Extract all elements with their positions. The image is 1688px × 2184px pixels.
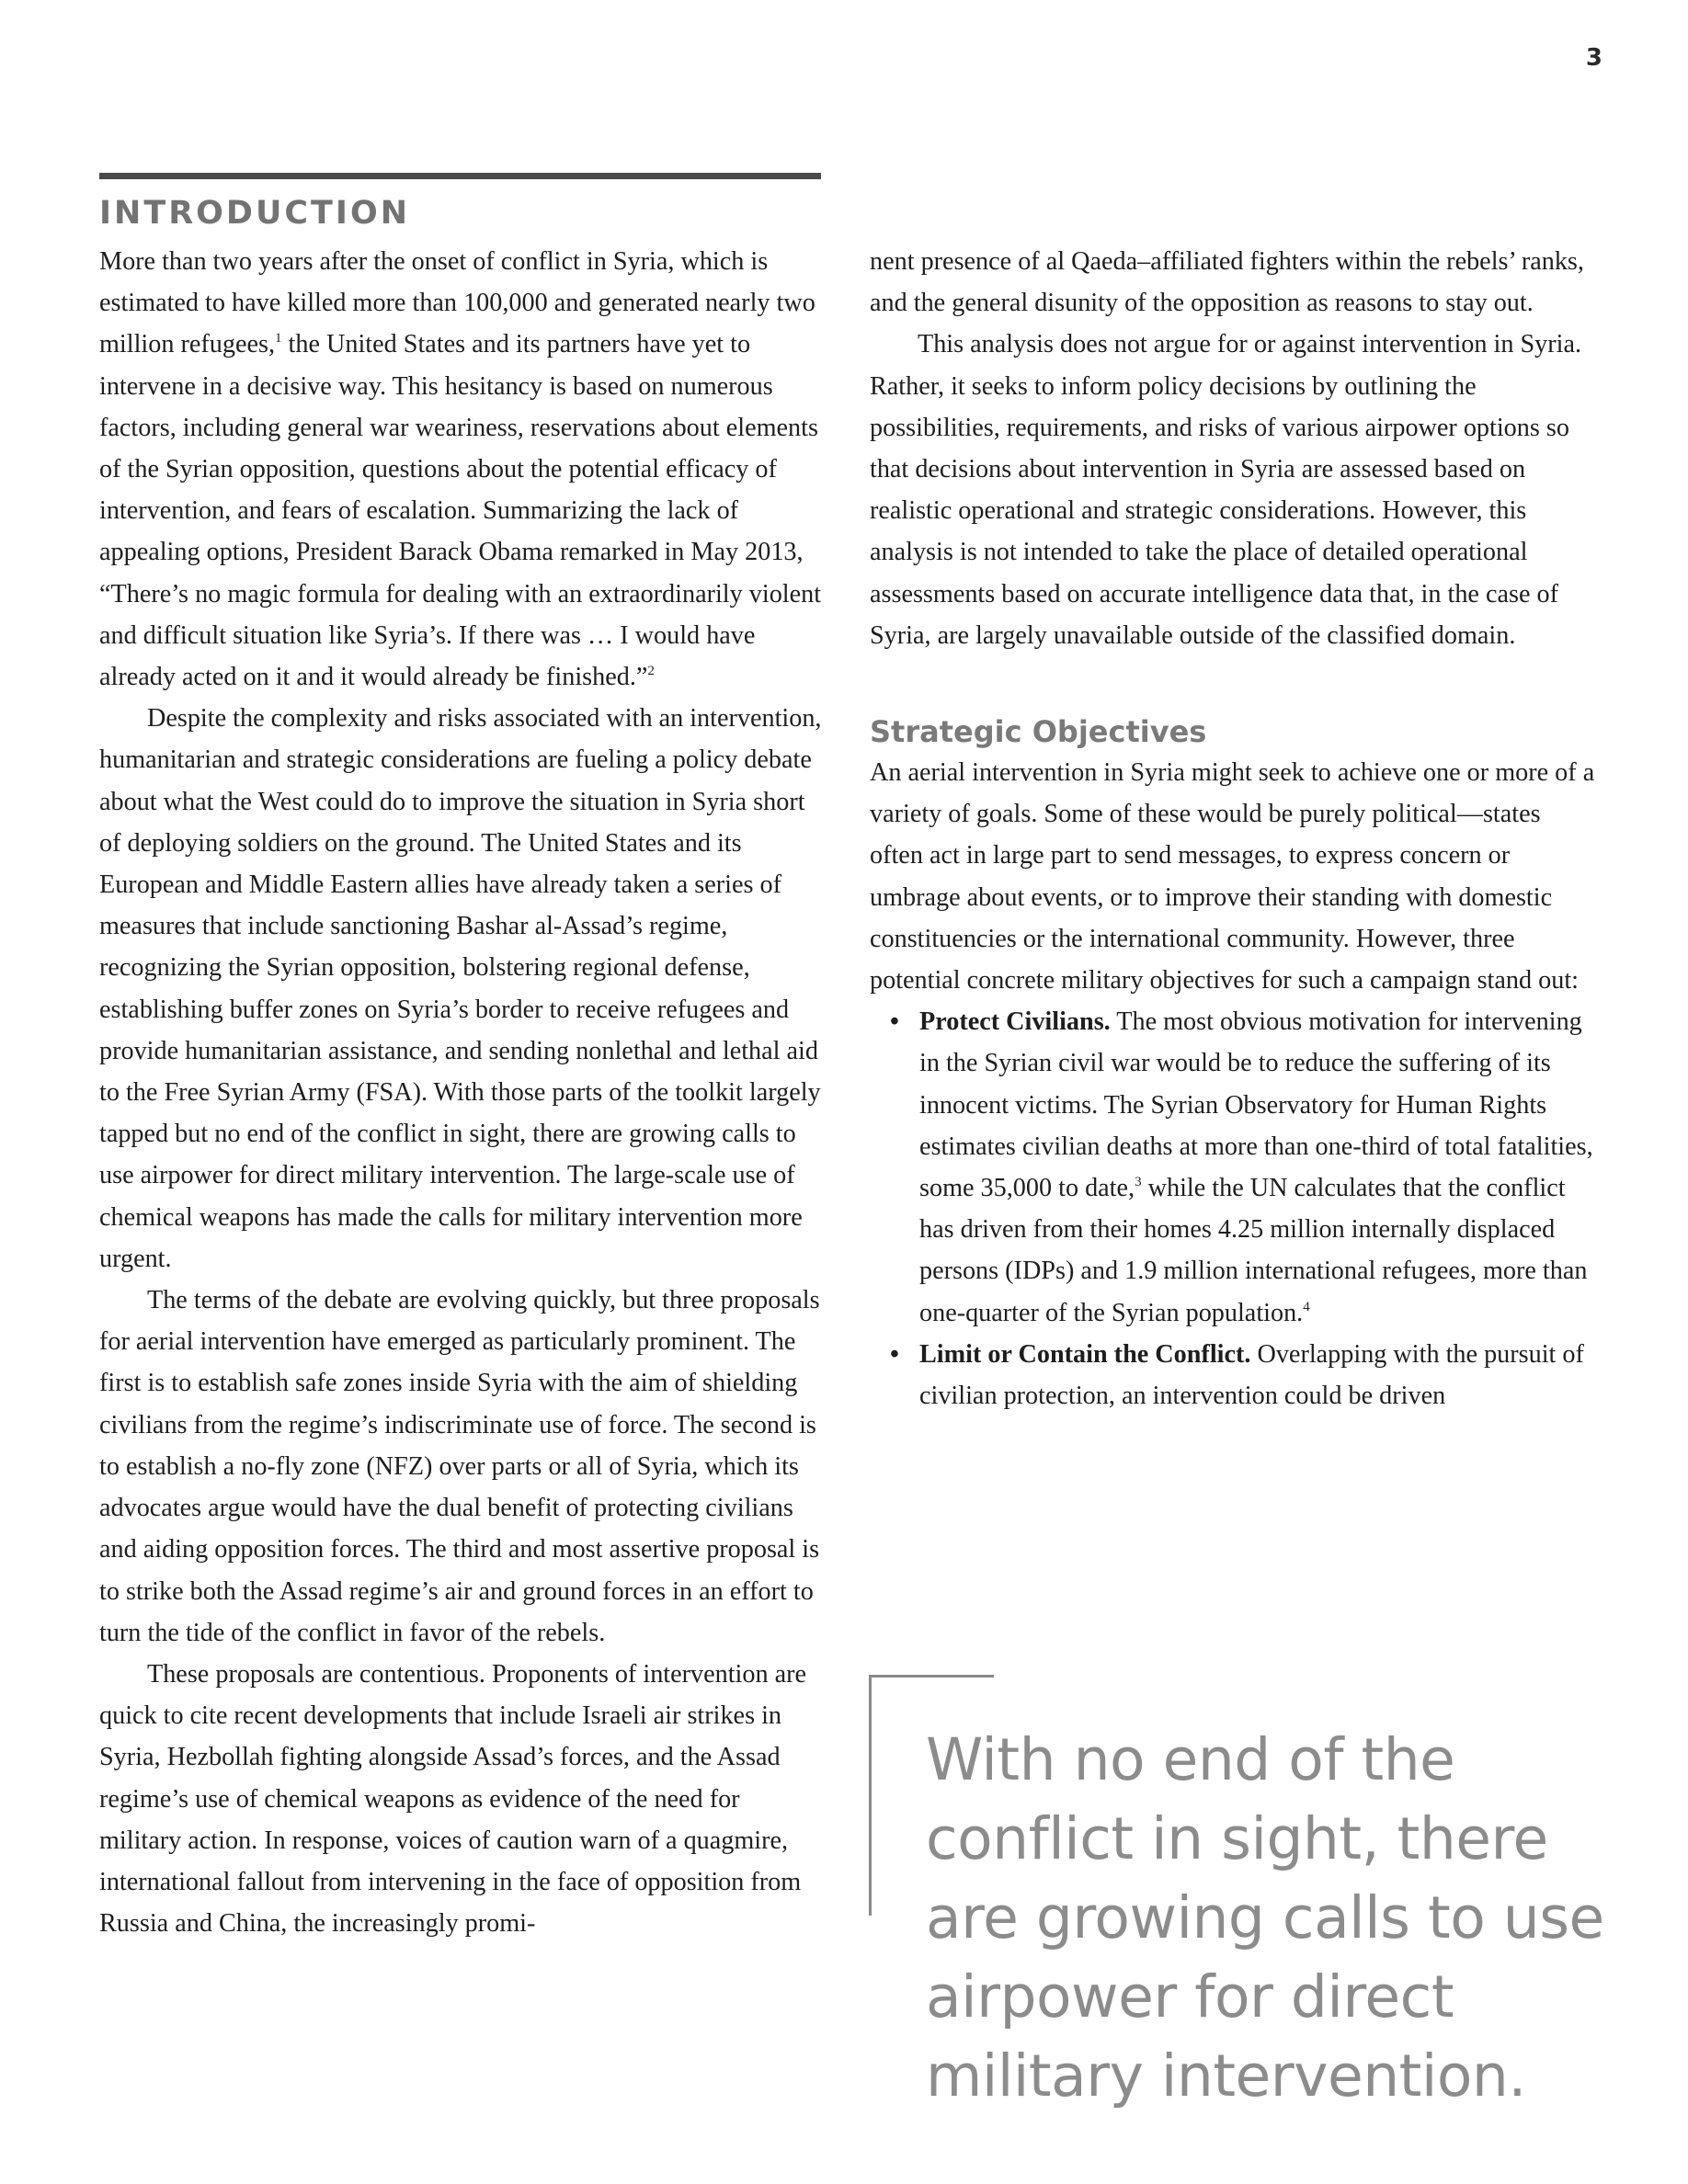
intro-paragraph-2: Despite the complexity and risks associated with an intervention, humanitarian and strategic considerations are fueling a policy debate about what the West could do to improve the situation in Syria short of deploying soldiers on the ground. The United States and its European and Middle Eastern allies have already taken a series of measures that include sanctioning Bashar al-Assad’s regime, recognizing the Syrian opposition, bolstering regional defense, establishing buffer zones on Syria’s border to receive refugees and provide humanitarian assistance, and sending nonlethal and lethal aid to the Free Syrian Army (FSA). With those parts of the toolkit largely tapped but no end of the conflict in sight, there are growing calls to use airpower for direct military intervention. The large-scale use of chemical weapons has made the calls for military intervention more urgent.: [99, 704, 822, 1273]
right-column: [870, 241, 1596, 1416]
footnote-ref-3: 3: [1135, 1175, 1142, 1190]
bullet-title: Limit or Contain the Conflict.: [919, 1339, 1251, 1369]
left-column: [99, 241, 824, 1944]
pull-quote-rule-top: [869, 1675, 994, 1678]
subheading-strategic-objectives: Strategic Objectives: [870, 714, 1207, 750]
intro-paragraph-4: These proposals are contentious. Proponents of intervention are quick to cite recent developments that include Israeli air strikes in Syria, Hezbollah fighting alongside Assad’s forces, and the Assad regime’s use of chemical weapons as evidence of the need for military action. In response, voices of caution warn of a quagmire, international fallout from intervening in the face of opposition from Russia and China, the increasingly promi-: [99, 1659, 807, 1939]
intro-paragraph-6: This analysis does not argue for or against intervention in Syria. Rather, it seeks to inform policy decisions by outlining the possibilities, requirements, and risks of various airpower options so that decisions about intervention in Syria are assessed based on realistic operational and strategic considerations. However, this analysis is not intended to take the place of detailed operational assessments based on accurate intelligence data that, in the case of Syria, are largely unavailable outside of the classified domain.: [870, 330, 1582, 650]
section-title: INTRODUCTION: [99, 195, 410, 232]
section-rule: [99, 173, 821, 179]
footnote-ref-2: 2: [647, 664, 655, 679]
list-item: • Limit or Contain the Conflict. Overlapping with the pursuit of civilian protection, an intervention could be driven: [919, 1334, 1596, 1416]
intro-paragraph-1: More than two years after the onset of conflict in Syria, which is estimated to have killed more than 100,000 and generated nearly two million refugees,$^1$ the United States and its partners have yet to intervene in a decisive way. This hesitancy is based on numerous factors, including general war weariness, reservations about elements of the Syrian opposition, questions about the potential efficacy of intervention, and fears of escalation. Summarizing the lack of appealing options, President Barack Obama remarked in May 2013, “There’s no magic formula for dealing with an extraordinarily violent and difficult situation like Syria’s. If there was … I would have already acted on it and it would already be finished.”$^2$: [99, 247, 822, 692]
bullet-icon: •: [890, 1339, 899, 1369]
page-number: 3: [1585, 44, 1602, 72]
objectives-list: [870, 1001, 1596, 1416]
bullet-icon: •: [890, 1007, 899, 1037]
pull-quote-rule-left: [869, 1675, 872, 1916]
footnote-ref-1: 1: [275, 331, 282, 347]
bullet-title: Protect Civilians.: [919, 1007, 1111, 1037]
pull-quote-text: With no end of the conflict in sight, there are growing calls to use airpower for direct military intervention.: [926, 1726, 1604, 2110]
intro-paragraph-5: nent presence of al Qaeda–affiliated fighters within the rebels’ ranks, and the general disunity of the opposition as reasons to stay out.: [870, 247, 1584, 318]
intro-paragraph-3: The terms of the debate are evolving quickly, but three proposals for aerial intervention have emerged as particularly prominent. The first is to establish safe zones inside Syria with the aim of shielding civilians from the regime’s indiscriminate use of force. The second is to establish a no-fly zone (NFZ) over parts or all of Syria, which its advocates argue would have the dual benefit of protecting civilians and aiding opposition forces. The third and most assertive proposal is to strike both the Assad regime’s air and ground forces in an effort to turn the tide of the conflict in favor of the rebels.: [99, 1286, 820, 1647]
objectives-paragraph: An aerial intervention in Syria might seek to achieve one or more of a variety of goals. Some of these would be purely political—states often act in large part to send messages, to express concern or umbrage about events, or to improve their standing with domestic constituencies or the international community. However, three potential concrete military objectives for such a campaign stand out:: [870, 758, 1595, 995]
footnote-ref-4: 4: [1303, 1299, 1310, 1314]
list-item: • Protect Civilians. The most obvious motivation for intervening in the Syrian civil war would be to reduce the suffering of its innocent victims. The Syrian Observatory for Human Rights estimates civilian deaths at more than one-third of total fatalities, some 35,000 to date,$^3$ while the UN calculates that the conflict has driven from their homes 4.25 million internally displaced persons (IDPs) and 1.9 million international refugees, more than one-quarter of the Syrian population.$^4$: [919, 1001, 1596, 1334]
